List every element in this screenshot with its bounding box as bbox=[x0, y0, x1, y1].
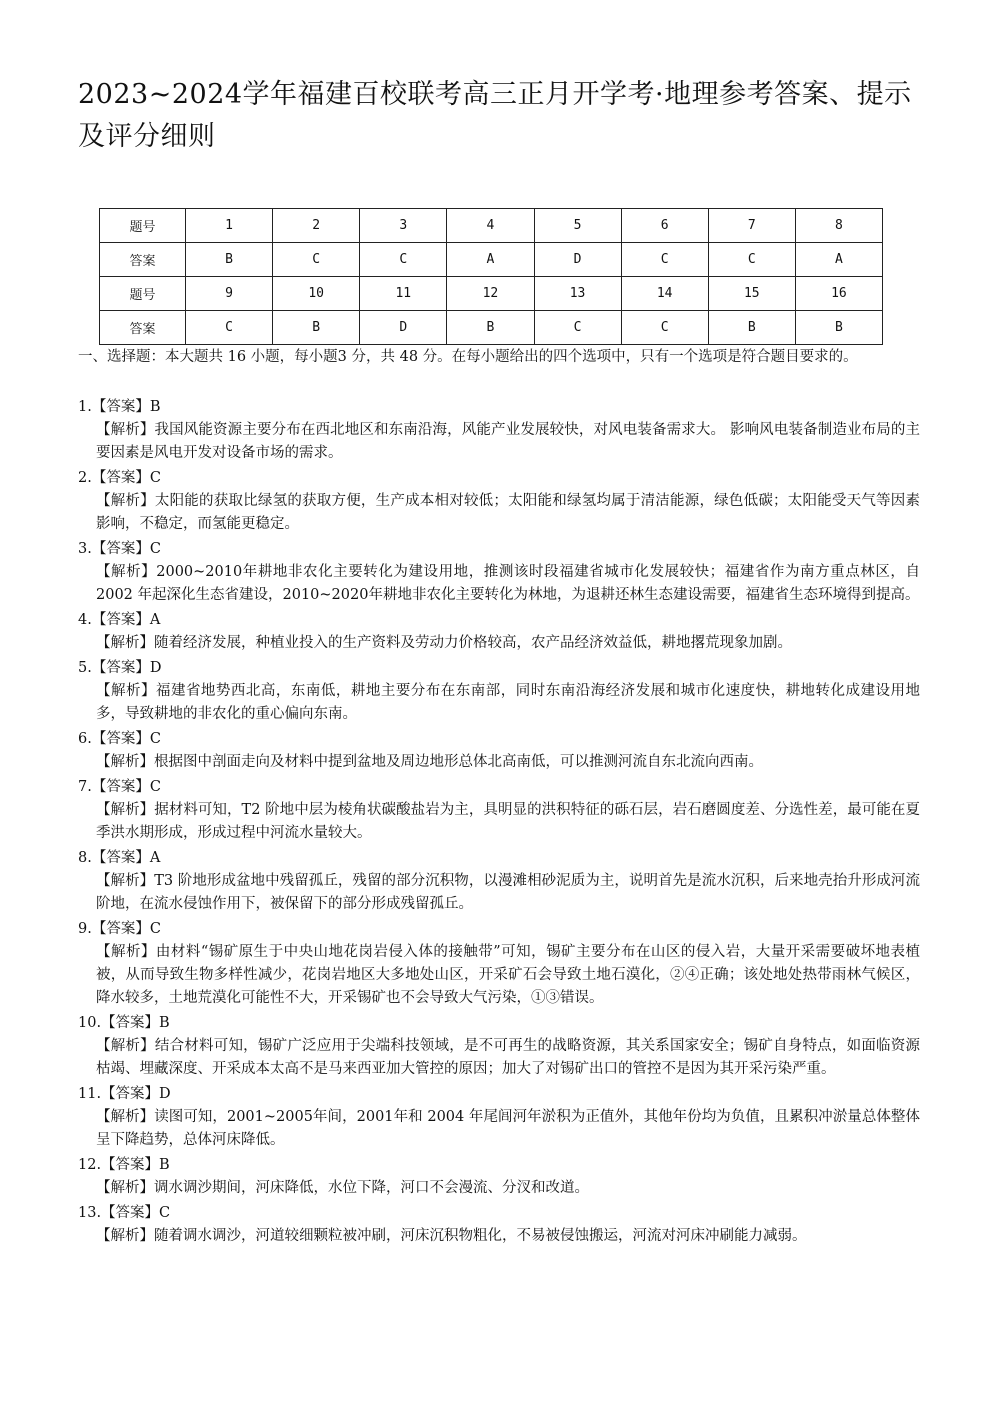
row-label: 答案 bbox=[100, 311, 186, 345]
explanation-text: 【解析】随着经济发展，种植业投入的生产资料及劳动力价格较高，农产品经济效益低，耕地撂荒现象加剧。 bbox=[96, 635, 792, 651]
table-cell: D bbox=[360, 311, 447, 345]
table-cell: C bbox=[360, 243, 447, 277]
answer-item bbox=[78, 1154, 920, 1200]
table-cell: 13 bbox=[534, 277, 621, 311]
answer-list bbox=[78, 396, 920, 1250]
table-cell: D bbox=[534, 243, 621, 277]
explanation-text: 【解析】根据图中剖面走向及材料中提到盆地及周边地形总体北高南低，可以推测河流自东北流向西南。 bbox=[96, 754, 763, 770]
table-cell: A bbox=[795, 243, 882, 277]
answer-item bbox=[78, 467, 920, 536]
table-cell: 8 bbox=[795, 209, 882, 243]
answer-line: 2.【答案】C bbox=[78, 470, 161, 486]
answer-item bbox=[78, 1012, 920, 1081]
table-cell: 9 bbox=[186, 277, 273, 311]
answer-line: 4.【答案】A bbox=[78, 612, 161, 628]
table-cell: 5 bbox=[534, 209, 621, 243]
answer-item bbox=[78, 657, 920, 726]
answer-item bbox=[78, 1202, 920, 1248]
explanation-text: 【解析】2000~2010年耕地非农化主要转化为建设用地，推测该时段福建省城市化发展较快；福建省作为南方重点林区，自2002 年起深化生态省建设，2010~2020年耕地非农化主要转化为林地，为退耕还林生态建设需要，福建省生态环境得到提高。 bbox=[96, 564, 920, 603]
answer-item bbox=[78, 609, 920, 655]
explanation-text: 【解析】读图可知，2001~2005年间，2001年和 2004 年尾闾河年淤积为正值外，其他年份均为负值，且累积冲淤量总体整体呈下降趋势，总体河床降低。 bbox=[96, 1109, 920, 1148]
section-intro: 一、选择题：本大题共 16 小题，每小题3 分，共 48 分。在每小题给出的四个选项中，只有一个选项是符合题目要求的。 bbox=[78, 349, 858, 365]
explanation-text: 【解析】据材料可知，T2 阶地中层为棱角状碳酸盐岩为主，具明显的洪积特征的砾石层，岩石磨圆度差、分选性差，最可能在夏季洪水期形成，形成过程中河流水量较大。 bbox=[96, 802, 920, 841]
answer-item bbox=[78, 396, 920, 465]
explanation-text: 【解析】T3 阶地形成盆地中残留孤丘，残留的部分沉积物，以漫滩相砂泥质为主，说明首先是流水沉积，后来地壳抬升形成河流阶地，在流水侵蚀作用下，被保留下的部分形成残留孤丘。 bbox=[96, 873, 920, 912]
table-cell: C bbox=[273, 243, 360, 277]
table-cell: B bbox=[795, 311, 882, 345]
answer-line: 12.【答案】B bbox=[78, 1157, 170, 1173]
table-cell: C bbox=[534, 311, 621, 345]
table-cell: 11 bbox=[360, 277, 447, 311]
answer-line: 9.【答案】C bbox=[78, 921, 161, 937]
explanation-text: 【解析】福建省地势西北高，东南低，耕地主要分布在东南部，同时东南沿海经济发展和城市化速度快，耕地转化成建设用地多，导致耕地的非农化的重心偏向东南。 bbox=[96, 683, 920, 722]
table-cell: 1 bbox=[186, 209, 273, 243]
row-label: 答案 bbox=[100, 243, 186, 277]
table-cell: 12 bbox=[447, 277, 534, 311]
explanation-text: 【解析】太阳能的获取比绿氢的获取方便，生产成本相对较低；太阳能和绿氢均属于清洁能源，绿色低碳；太阳能受天气等因素影响，不稳定，而氢能更稳定。 bbox=[96, 493, 920, 532]
answer-line: 13.【答案】C bbox=[78, 1205, 171, 1221]
table-cell: B bbox=[708, 311, 795, 345]
table-cell: A bbox=[447, 243, 534, 277]
table-cell: B bbox=[273, 311, 360, 345]
table-cell: B bbox=[186, 243, 273, 277]
answer-line: 3.【答案】C bbox=[78, 541, 161, 557]
table-cell: 3 bbox=[360, 209, 447, 243]
table-cell: C bbox=[621, 311, 708, 345]
page-title: 2023~2024学年福建百校联考高三正月开学考·地理参考答案、提示及评分细则 bbox=[78, 79, 912, 152]
table-cell: C bbox=[621, 243, 708, 277]
table-cell: 10 bbox=[273, 277, 360, 311]
table-cell: 2 bbox=[273, 209, 360, 243]
answer-table bbox=[99, 208, 883, 345]
answer-item bbox=[78, 1083, 920, 1152]
answer-line: 5.【答案】D bbox=[78, 660, 162, 676]
answer-line: 7.【答案】C bbox=[78, 779, 161, 795]
explanation-text: 【解析】由材料“锡矿原生于中央山地花岗岩侵入体的接触带”可知，锡矿主要分布在山区的侵入岩，大量开采需要破坏地表植被，从而导致生物多样性减少，花岗岩地区大多地处山区，开采矿石会导致土地石漠化，②④正确；该处地处热带雨林气候区，降水较多，土地荒漠化可能性不大，开采锡矿也不会导致大气污染，①③错误。 bbox=[96, 944, 920, 1006]
explanation-text: 【解析】我国风能资源主要分布在西北地区和东南沿海，风能产业发展较快，对风电装备需求大。 影响风电装备制造业布局的主要因素是风电开发对设备市场的需求。 bbox=[96, 422, 920, 461]
table-cell: 7 bbox=[708, 209, 795, 243]
table-cell: B bbox=[447, 311, 534, 345]
table-cell: 14 bbox=[621, 277, 708, 311]
table-row bbox=[100, 277, 883, 311]
answer-line: 8.【答案】A bbox=[78, 850, 161, 866]
answer-item bbox=[78, 918, 920, 1010]
table-cell: 15 bbox=[708, 277, 795, 311]
table-cell: 4 bbox=[447, 209, 534, 243]
table-row bbox=[100, 209, 883, 243]
row-label: 题号 bbox=[100, 277, 186, 311]
answer-line: 11.【答案】D bbox=[78, 1086, 171, 1102]
table-row bbox=[100, 243, 883, 277]
table-row bbox=[100, 311, 883, 345]
answer-item bbox=[78, 776, 920, 845]
answer-item bbox=[78, 538, 920, 607]
explanation-text: 【解析】调水调沙期间，河床降低，水位下降，河口不会漫流、分汊和改道。 bbox=[96, 1180, 589, 1196]
explanation-text: 【解析】结合材料可知，锡矿广泛应用于尖端科技领域，是不可再生的战略资源，其关系国家安全；锡矿自身特点，如面临资源枯竭、埋藏深度、开采成本太高不是马来西亚加大管控的原因；加大了对锡矿出口的管控不是因为其开采污染严重。 bbox=[96, 1038, 920, 1077]
answer-item bbox=[78, 728, 920, 774]
explanation-text: 【解析】随着调水调沙，河道较细颗粒被冲刷，河床沉积物粗化，不易被侵蚀搬运，河流对河床冲刷能力减弱。 bbox=[96, 1228, 807, 1244]
answer-line: 1.【答案】B bbox=[78, 399, 161, 415]
answer-line: 10.【答案】B bbox=[78, 1015, 170, 1031]
table-cell: 6 bbox=[621, 209, 708, 243]
table-cell: 16 bbox=[795, 277, 882, 311]
answer-line: 6.【答案】C bbox=[78, 731, 161, 747]
table-cell: C bbox=[186, 311, 273, 345]
table-cell: C bbox=[708, 243, 795, 277]
answer-item bbox=[78, 847, 920, 916]
row-label: 题号 bbox=[100, 209, 186, 243]
